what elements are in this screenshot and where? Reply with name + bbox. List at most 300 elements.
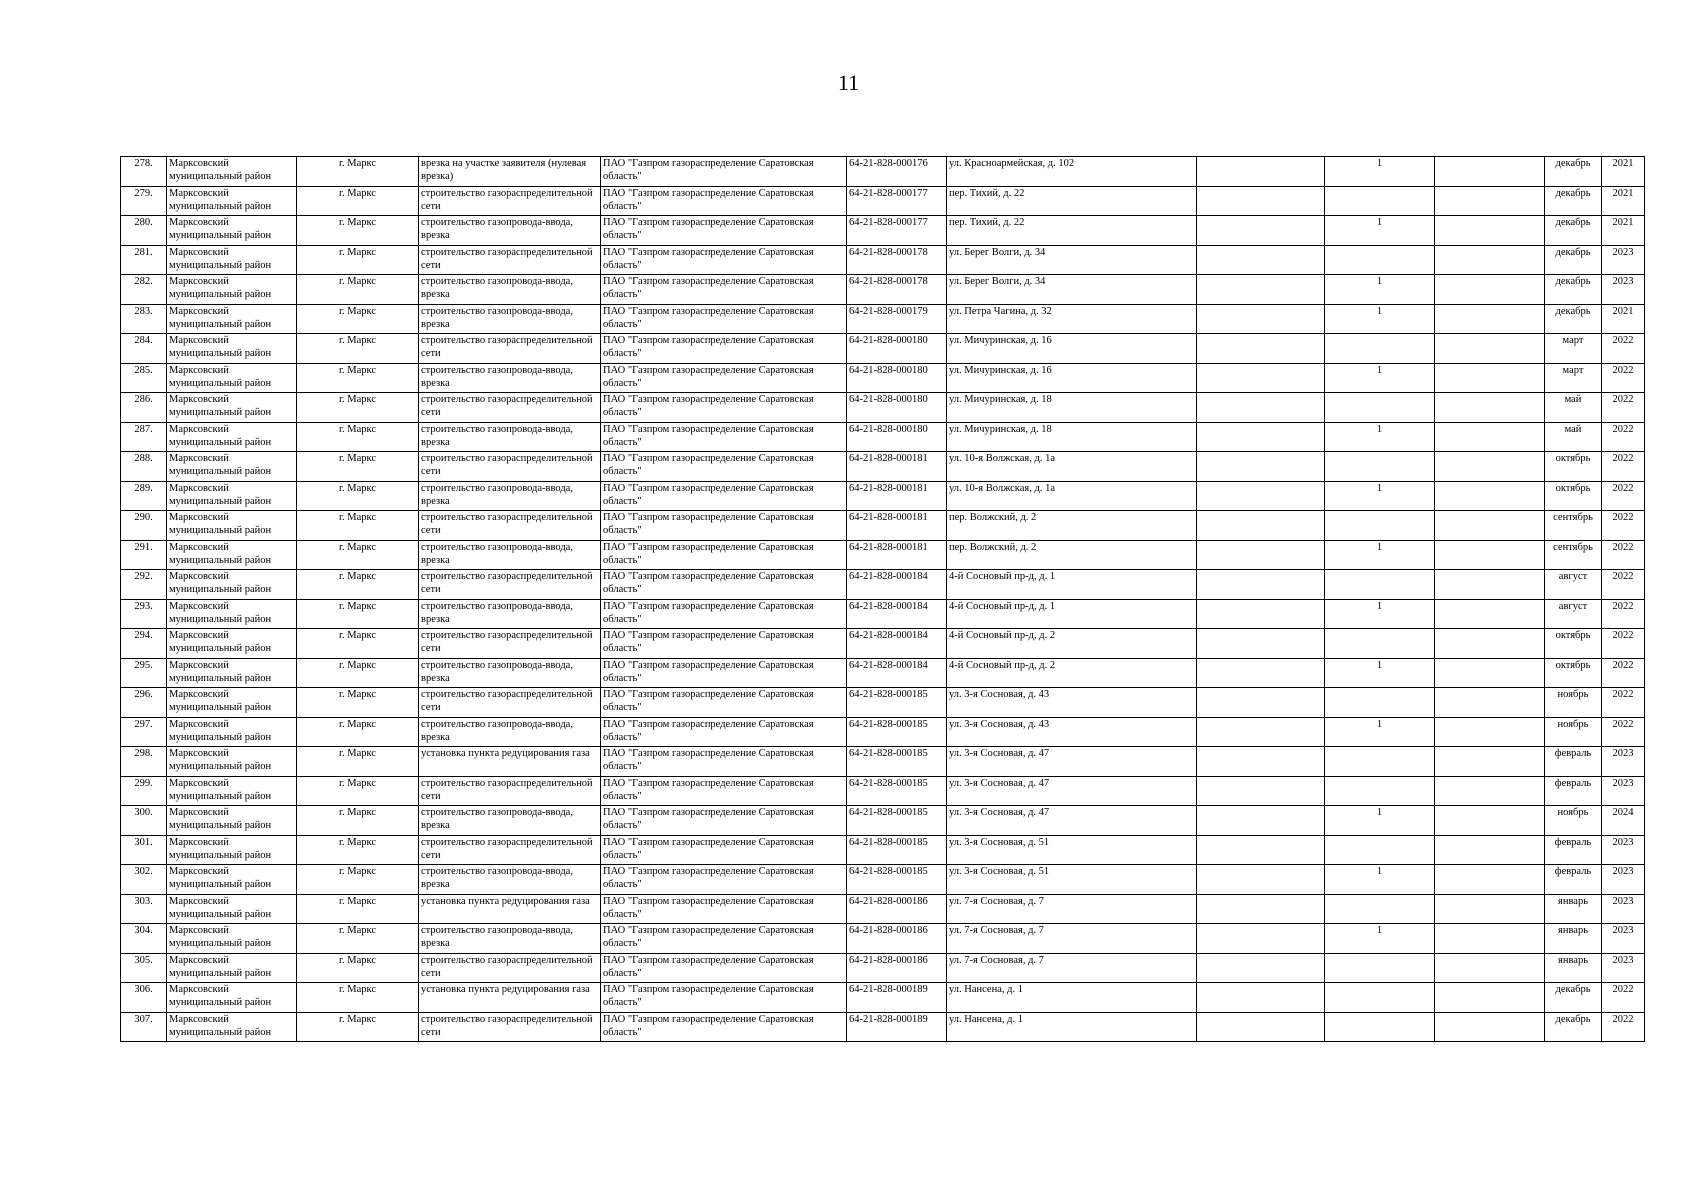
address-cell: ул. 3-я Сосновая, д. 51	[947, 835, 1197, 865]
month-cell: декабрь	[1545, 216, 1602, 246]
table-row	[121, 865, 1645, 895]
month-cell: ноябрь	[1545, 717, 1602, 747]
quantity-cell	[1325, 983, 1435, 1013]
empty-cell	[1435, 540, 1545, 570]
work-type-cell: установка пункта редуцирования газа	[419, 747, 601, 777]
row-number: 293.	[121, 599, 167, 629]
month-cell: март	[1545, 334, 1602, 364]
year-cell: 2022	[1602, 334, 1645, 364]
empty-cell	[1435, 422, 1545, 452]
row-number: 294.	[121, 629, 167, 659]
city-cell: г. Маркс	[297, 894, 419, 924]
district-cell: Марксовский муниципальный район	[167, 806, 297, 836]
month-cell: февраль	[1545, 747, 1602, 777]
city-cell: г. Маркс	[297, 422, 419, 452]
object-code-cell: 64-21-828-000184	[847, 658, 947, 688]
city-cell: г. Маркс	[297, 688, 419, 718]
organization-cell: ПАО "Газпром газораспределение Саратовская область"	[601, 363, 847, 393]
city-cell: г. Маркс	[297, 599, 419, 629]
empty-cell	[1435, 894, 1545, 924]
year-cell: 2023	[1602, 924, 1645, 954]
district-cell: Марксовский муниципальный район	[167, 570, 297, 600]
quantity-cell: 1	[1325, 806, 1435, 836]
row-number: 283.	[121, 304, 167, 334]
year-cell: 2022	[1602, 629, 1645, 659]
organization-cell: ПАО "Газпром газораспределение Саратовская область"	[601, 334, 847, 364]
address-cell: ул. 7-я Сосновая, д. 7	[947, 953, 1197, 983]
district-cell: Марксовский муниципальный район	[167, 717, 297, 747]
district-cell: Марксовский муниципальный район	[167, 363, 297, 393]
district-cell: Марксовский муниципальный район	[167, 688, 297, 718]
year-cell: 2022	[1602, 1012, 1645, 1042]
empty-cell	[1435, 481, 1545, 511]
table-row	[121, 511, 1645, 541]
row-number: 288.	[121, 452, 167, 482]
city-cell: г. Маркс	[297, 452, 419, 482]
city-cell: г. Маркс	[297, 275, 419, 305]
month-cell: декабрь	[1545, 983, 1602, 1013]
quantity-cell	[1325, 245, 1435, 275]
address-cell: пер. Волжский, д. 2	[947, 511, 1197, 541]
district-cell: Марксовский муниципальный район	[167, 157, 297, 187]
organization-cell: ПАО "Газпром газораспределение Саратовская область"	[601, 806, 847, 836]
city-cell: г. Маркс	[297, 747, 419, 777]
empty-cell	[1435, 245, 1545, 275]
row-number: 290.	[121, 511, 167, 541]
district-cell: Марксовский муниципальный район	[167, 599, 297, 629]
district-cell: Марксовский муниципальный район	[167, 540, 297, 570]
address-cell: ул. Мичуринская, д. 18	[947, 393, 1197, 423]
quantity-cell	[1325, 511, 1435, 541]
quantity-cell: 1	[1325, 216, 1435, 246]
address-cell: ул. 7-я Сосновая, д. 7	[947, 894, 1197, 924]
organization-cell: ПАО "Газпром газораспределение Саратовская область"	[601, 717, 847, 747]
address-cell: ул. 7-я Сосновая, д. 7	[947, 924, 1197, 954]
organization-cell: ПАО "Газпром газораспределение Саратовская область"	[601, 481, 847, 511]
work-type-cell: строительство газораспределительной сети	[419, 953, 601, 983]
table-row	[121, 186, 1645, 216]
table-row	[121, 570, 1645, 600]
organization-cell: ПАО "Газпром газораспределение Саратовская область"	[601, 452, 847, 482]
empty-cell	[1197, 953, 1325, 983]
work-type-cell: строительство газопровода-ввода, врезка	[419, 865, 601, 895]
work-type-cell: строительство газопровода-ввода, врезка	[419, 363, 601, 393]
quantity-cell	[1325, 953, 1435, 983]
month-cell: январь	[1545, 953, 1602, 983]
quantity-cell: 1	[1325, 275, 1435, 305]
object-code-cell: 64-21-828-000178	[847, 275, 947, 305]
district-cell: Марксовский муниципальный район	[167, 245, 297, 275]
table-row	[121, 216, 1645, 246]
month-cell: октябрь	[1545, 629, 1602, 659]
year-cell: 2022	[1602, 983, 1645, 1013]
year-cell: 2023	[1602, 275, 1645, 305]
object-code-cell: 64-21-828-000185	[847, 747, 947, 777]
district-cell: Марксовский муниципальный район	[167, 747, 297, 777]
table-row	[121, 304, 1645, 334]
table-row	[121, 540, 1645, 570]
object-code-cell: 64-21-828-000186	[847, 894, 947, 924]
address-cell: ул. Нансена, д. 1	[947, 1012, 1197, 1042]
object-code-cell: 64-21-828-000189	[847, 983, 947, 1013]
table-row	[121, 629, 1645, 659]
district-cell: Марксовский муниципальный район	[167, 658, 297, 688]
organization-cell: ПАО "Газпром газораспределение Саратовская область"	[601, 629, 847, 659]
organization-cell: ПАО "Газпром газораспределение Саратовская область"	[601, 393, 847, 423]
empty-cell	[1435, 865, 1545, 895]
year-cell: 2022	[1602, 688, 1645, 718]
organization-cell: ПАО "Газпром газораспределение Саратовская область"	[601, 186, 847, 216]
city-cell: г. Маркс	[297, 1012, 419, 1042]
object-code-cell: 64-21-828-000177	[847, 216, 947, 246]
district-cell: Марксовский муниципальный район	[167, 452, 297, 482]
row-number: 301.	[121, 835, 167, 865]
empty-cell	[1435, 452, 1545, 482]
empty-cell	[1435, 570, 1545, 600]
empty-cell	[1197, 629, 1325, 659]
work-type-cell: установка пункта редуцирования газа	[419, 983, 601, 1013]
year-cell: 2022	[1602, 363, 1645, 393]
empty-cell	[1197, 157, 1325, 187]
table-row	[121, 599, 1645, 629]
quantity-cell: 1	[1325, 865, 1435, 895]
empty-cell	[1435, 599, 1545, 629]
quantity-cell: 1	[1325, 481, 1435, 511]
quantity-cell: 1	[1325, 924, 1435, 954]
address-cell: 4-й Сосновый пр-д, д. 1	[947, 599, 1197, 629]
work-type-cell: строительство газопровода-ввода, врезка	[419, 717, 601, 747]
organization-cell: ПАО "Газпром газораспределение Саратовская область"	[601, 422, 847, 452]
empty-cell	[1197, 924, 1325, 954]
table-row	[121, 835, 1645, 865]
organization-cell: ПАО "Газпром газораспределение Саратовская область"	[601, 540, 847, 570]
organization-cell: ПАО "Газпром газораспределение Саратовская область"	[601, 953, 847, 983]
address-cell: ул. Красноармейская, д. 102	[947, 157, 1197, 187]
empty-cell	[1197, 865, 1325, 895]
city-cell: г. Маркс	[297, 924, 419, 954]
table-row	[121, 452, 1645, 482]
row-number: 305.	[121, 953, 167, 983]
object-code-cell: 64-21-828-000180	[847, 363, 947, 393]
year-cell: 2022	[1602, 658, 1645, 688]
address-cell: ул. 3-я Сосновая, д. 51	[947, 865, 1197, 895]
month-cell: декабрь	[1545, 275, 1602, 305]
organization-cell: ПАО "Газпром газораспределение Саратовская область"	[601, 157, 847, 187]
object-code-cell: 64-21-828-000181	[847, 511, 947, 541]
year-cell: 2022	[1602, 570, 1645, 600]
year-cell: 2022	[1602, 511, 1645, 541]
year-cell: 2021	[1602, 216, 1645, 246]
year-cell: 2022	[1602, 481, 1645, 511]
empty-cell	[1435, 216, 1545, 246]
table-row	[121, 363, 1645, 393]
organization-cell: ПАО "Газпром газораспределение Саратовская область"	[601, 511, 847, 541]
empty-cell	[1197, 540, 1325, 570]
empty-cell	[1435, 747, 1545, 777]
month-cell: февраль	[1545, 776, 1602, 806]
district-cell: Марксовский муниципальный район	[167, 393, 297, 423]
work-type-cell: строительство газораспределительной сети	[419, 570, 601, 600]
organization-cell: ПАО "Газпром газораспределение Саратовская область"	[601, 304, 847, 334]
work-type-cell: строительство газораспределительной сети	[419, 688, 601, 718]
empty-cell	[1197, 275, 1325, 305]
year-cell: 2023	[1602, 894, 1645, 924]
empty-cell	[1435, 806, 1545, 836]
empty-cell	[1435, 1012, 1545, 1042]
quantity-cell	[1325, 894, 1435, 924]
month-cell: февраль	[1545, 835, 1602, 865]
empty-cell	[1197, 688, 1325, 718]
work-type-cell: строительство газопровода-ввода, врезка	[419, 481, 601, 511]
city-cell: г. Маркс	[297, 658, 419, 688]
district-cell: Марксовский муниципальный район	[167, 776, 297, 806]
organization-cell: ПАО "Газпром газораспределение Саратовская область"	[601, 776, 847, 806]
year-cell: 2023	[1602, 953, 1645, 983]
address-cell: ул. Мичуринская, д. 16	[947, 363, 1197, 393]
work-type-cell: строительство газораспределительной сети	[419, 511, 601, 541]
empty-cell	[1197, 363, 1325, 393]
city-cell: г. Маркс	[297, 540, 419, 570]
row-number: 306.	[121, 983, 167, 1013]
quantity-cell: 1	[1325, 157, 1435, 187]
year-cell: 2023	[1602, 776, 1645, 806]
empty-cell	[1435, 658, 1545, 688]
address-cell: пер. Тихий, д. 22	[947, 186, 1197, 216]
row-number: 281.	[121, 245, 167, 275]
district-cell: Марксовский муниципальный район	[167, 629, 297, 659]
row-number: 284.	[121, 334, 167, 364]
city-cell: г. Маркс	[297, 776, 419, 806]
row-number: 286.	[121, 393, 167, 423]
object-code-cell: 64-21-828-000184	[847, 599, 947, 629]
object-code-cell: 64-21-828-000176	[847, 157, 947, 187]
year-cell: 2023	[1602, 865, 1645, 895]
organization-cell: ПАО "Газпром газораспределение Саратовская область"	[601, 688, 847, 718]
object-code-cell: 64-21-828-000177	[847, 186, 947, 216]
work-type-cell: строительство газопровода-ввода, врезка	[419, 924, 601, 954]
address-cell: ул. 10-я Волжская, д. 1а	[947, 481, 1197, 511]
object-code-cell: 64-21-828-000184	[847, 570, 947, 600]
work-type-cell: строительство газопровода-ввода, врезка	[419, 422, 601, 452]
organization-cell: ПАО "Газпром газораспределение Саратовская область"	[601, 275, 847, 305]
quantity-cell	[1325, 776, 1435, 806]
quantity-cell: 1	[1325, 717, 1435, 747]
empty-cell	[1435, 717, 1545, 747]
month-cell: октябрь	[1545, 481, 1602, 511]
empty-cell	[1197, 393, 1325, 423]
address-cell: ул. 3-я Сосновая, д. 47	[947, 806, 1197, 836]
row-number: 300.	[121, 806, 167, 836]
object-code-cell: 64-21-828-000185	[847, 835, 947, 865]
work-type-cell: строительство газораспределительной сети	[419, 776, 601, 806]
empty-cell	[1435, 393, 1545, 423]
empty-cell	[1435, 629, 1545, 659]
year-cell: 2022	[1602, 717, 1645, 747]
empty-cell	[1197, 570, 1325, 600]
empty-cell	[1197, 422, 1325, 452]
month-cell: октябрь	[1545, 658, 1602, 688]
district-cell: Марксовский муниципальный район	[167, 894, 297, 924]
object-code-cell: 64-21-828-000185	[847, 717, 947, 747]
city-cell: г. Маркс	[297, 983, 419, 1013]
work-type-cell: строительство газораспределительной сети	[419, 186, 601, 216]
empty-cell	[1197, 894, 1325, 924]
row-number: 307.	[121, 1012, 167, 1042]
district-cell: Марксовский муниципальный район	[167, 186, 297, 216]
quantity-cell	[1325, 629, 1435, 659]
object-code-cell: 64-21-828-000185	[847, 806, 947, 836]
city-cell: г. Маркс	[297, 806, 419, 836]
empty-cell	[1197, 245, 1325, 275]
object-code-cell: 64-21-828-000184	[847, 629, 947, 659]
city-cell: г. Маркс	[297, 334, 419, 364]
address-cell: пер. Волжский, д. 2	[947, 540, 1197, 570]
district-cell: Марксовский муниципальный район	[167, 953, 297, 983]
address-cell: ул. Нансена, д. 1	[947, 983, 1197, 1013]
year-cell: 2022	[1602, 422, 1645, 452]
row-number: 289.	[121, 481, 167, 511]
work-type-cell: установка пункта редуцирования газа	[419, 894, 601, 924]
quantity-cell	[1325, 1012, 1435, 1042]
month-cell: декабрь	[1545, 157, 1602, 187]
work-type-cell: строительство газопровода-ввода, врезка	[419, 304, 601, 334]
table-row	[121, 245, 1645, 275]
table-row	[121, 1012, 1645, 1042]
work-type-cell: строительство газопровода-ввода, врезка	[419, 806, 601, 836]
address-cell: ул. Берег Волги, д. 34	[947, 275, 1197, 305]
quantity-cell	[1325, 570, 1435, 600]
quantity-cell: 1	[1325, 304, 1435, 334]
address-cell: 4-й Сосновый пр-д, д. 1	[947, 570, 1197, 600]
table-row	[121, 334, 1645, 364]
empty-cell	[1197, 452, 1325, 482]
address-cell: ул. Мичуринская, д. 16	[947, 334, 1197, 364]
quantity-cell: 1	[1325, 422, 1435, 452]
empty-cell	[1197, 835, 1325, 865]
table-row	[121, 924, 1645, 954]
object-code-cell: 64-21-828-000178	[847, 245, 947, 275]
empty-cell	[1435, 275, 1545, 305]
object-code-cell: 64-21-828-000181	[847, 452, 947, 482]
year-cell: 2021	[1602, 157, 1645, 187]
quantity-cell	[1325, 334, 1435, 364]
month-cell: ноябрь	[1545, 688, 1602, 718]
empty-cell	[1197, 186, 1325, 216]
month-cell: май	[1545, 393, 1602, 423]
organization-cell: ПАО "Газпром газораспределение Саратовская область"	[601, 924, 847, 954]
table-row	[121, 776, 1645, 806]
district-cell: Марксовский муниципальный район	[167, 865, 297, 895]
object-code-cell: 64-21-828-000180	[847, 393, 947, 423]
work-type-cell: строительство газораспределительной сети	[419, 334, 601, 364]
work-type-cell: строительство газопровода-ввода, врезка	[419, 658, 601, 688]
organization-cell: ПАО "Газпром газораспределение Саратовская область"	[601, 835, 847, 865]
year-cell: 2023	[1602, 747, 1645, 777]
month-cell: август	[1545, 599, 1602, 629]
row-number: 285.	[121, 363, 167, 393]
object-code-cell: 64-21-828-000179	[847, 304, 947, 334]
quantity-cell: 1	[1325, 658, 1435, 688]
work-type-cell: строительство газопровода-ввода, врезка	[419, 599, 601, 629]
empty-cell	[1197, 717, 1325, 747]
table-row	[121, 157, 1645, 187]
empty-cell	[1197, 983, 1325, 1013]
organization-cell: ПАО "Газпром газораспределение Саратовская область"	[601, 216, 847, 246]
organization-cell: ПАО "Газпром газораспределение Саратовская область"	[601, 570, 847, 600]
month-cell: январь	[1545, 894, 1602, 924]
organization-cell: ПАО "Газпром газораспределение Саратовская область"	[601, 894, 847, 924]
city-cell: г. Маркс	[297, 245, 419, 275]
work-type-cell: врезка на участке заявителя (нулевая врезка)	[419, 157, 601, 187]
empty-cell	[1197, 511, 1325, 541]
month-cell: ноябрь	[1545, 806, 1602, 836]
district-cell: Марксовский муниципальный район	[167, 422, 297, 452]
object-code-cell: 64-21-828-000180	[847, 334, 947, 364]
empty-cell	[1197, 1012, 1325, 1042]
row-number: 304.	[121, 924, 167, 954]
page-number: 11	[837, 70, 860, 95]
row-number: 280.	[121, 216, 167, 246]
city-cell: г. Маркс	[297, 629, 419, 659]
table-row	[121, 481, 1645, 511]
year-cell: 2022	[1602, 452, 1645, 482]
table-row	[121, 393, 1645, 423]
district-cell: Марксовский муниципальный район	[167, 511, 297, 541]
quantity-cell	[1325, 186, 1435, 216]
empty-cell	[1435, 186, 1545, 216]
table-row	[121, 983, 1645, 1013]
address-cell: ул. 3-я Сосновая, д. 43	[947, 688, 1197, 718]
empty-cell	[1197, 776, 1325, 806]
address-cell: ул. 10-я Волжская, д. 1а	[947, 452, 1197, 482]
city-cell: г. Маркс	[297, 363, 419, 393]
empty-cell	[1197, 747, 1325, 777]
quantity-cell	[1325, 393, 1435, 423]
year-cell: 2022	[1602, 393, 1645, 423]
row-number: 297.	[121, 717, 167, 747]
object-code-cell: 64-21-828-000189	[847, 1012, 947, 1042]
month-cell: январь	[1545, 924, 1602, 954]
address-cell: ул. 3-я Сосновая, д. 47	[947, 747, 1197, 777]
district-cell: Марксовский муниципальный район	[167, 334, 297, 364]
district-cell: Марксовский муниципальный район	[167, 481, 297, 511]
quantity-cell	[1325, 452, 1435, 482]
city-cell: г. Маркс	[297, 511, 419, 541]
address-cell: ул. 3-я Сосновая, д. 43	[947, 717, 1197, 747]
object-code-cell: 64-21-828-000186	[847, 953, 947, 983]
month-cell: февраль	[1545, 865, 1602, 895]
row-number: 302.	[121, 865, 167, 895]
empty-cell	[1435, 776, 1545, 806]
empty-cell	[1197, 304, 1325, 334]
work-type-cell: строительство газопровода-ввода, врезка	[419, 275, 601, 305]
work-type-cell: строительство газопровода-ввода, врезка	[419, 540, 601, 570]
organization-cell: ПАО "Газпром газораспределение Саратовская область"	[601, 983, 847, 1013]
table-row	[121, 953, 1645, 983]
row-number: 298.	[121, 747, 167, 777]
district-cell: Марксовский муниципальный район	[167, 983, 297, 1013]
district-cell: Марксовский муниципальный район	[167, 835, 297, 865]
city-cell: г. Маркс	[297, 481, 419, 511]
city-cell: г. Маркс	[297, 570, 419, 600]
quantity-cell	[1325, 747, 1435, 777]
district-cell: Марксовский муниципальный район	[167, 304, 297, 334]
address-cell: ул. Петра Чагина, д. 32	[947, 304, 1197, 334]
quantity-cell: 1	[1325, 363, 1435, 393]
district-cell: Марксовский муниципальный район	[167, 1012, 297, 1042]
table-row	[121, 747, 1645, 777]
year-cell: 2024	[1602, 806, 1645, 836]
